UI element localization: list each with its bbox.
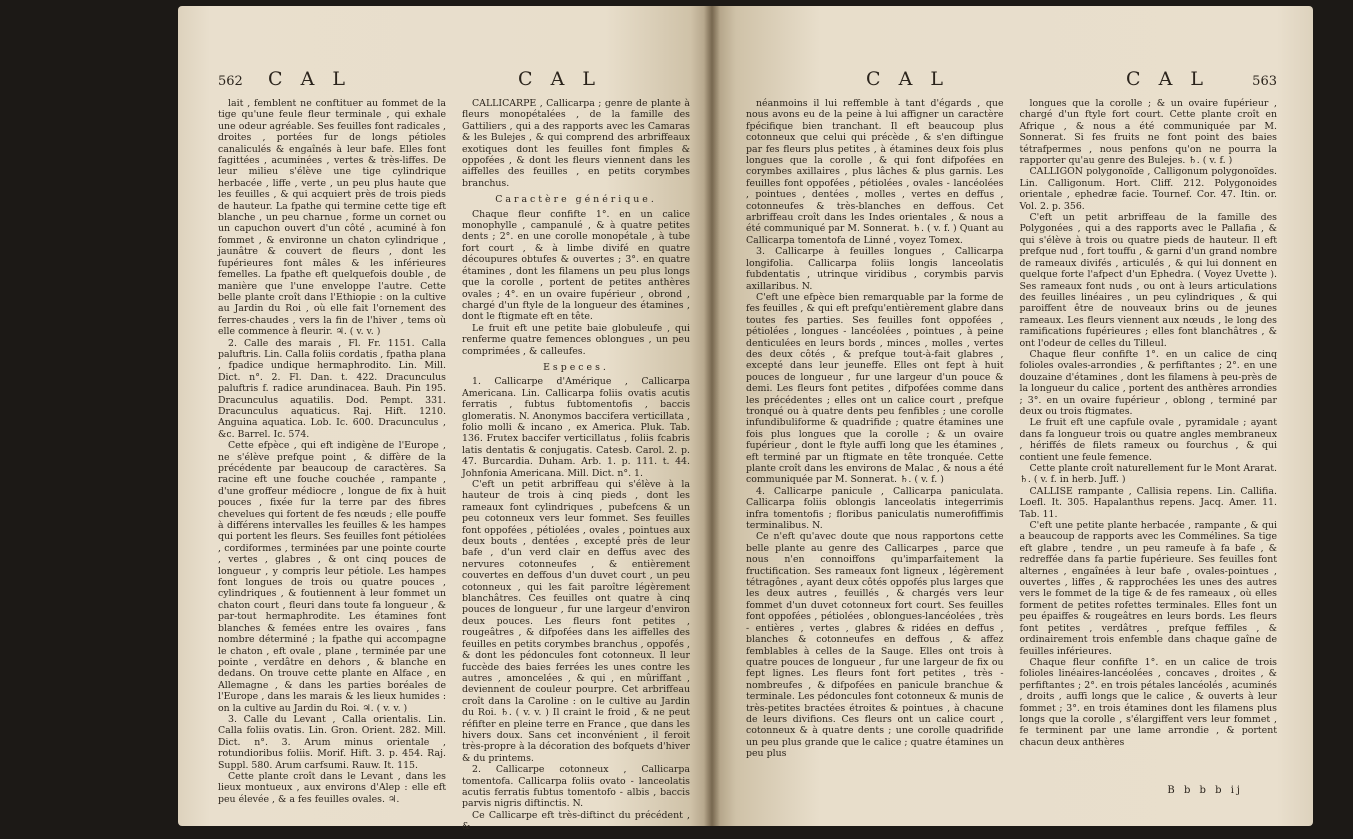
paragraph: CALLISE rampante , Callisia repens. Lin. Callifia. Loefl. It. 305. Hapalanthus repens. Jacq. Amer. 11. Tab. 11. [1019, 485, 1277, 520]
paragraph: 1. Callicarpe d'Amérique , Callicarpa Americana. Lin. Callicarpa foliis ovatis acutis ferratis , fubtus fubtomentofis , baccis glomeratis. N. Anonymos baccifera verticillata , folio molli & incano , ex America. Pluk. Tab. 136. Frutex baccifer verticillatus , foliis fcabris latis dentatis & conjugatis. Catesb. Carol. 2. p. 47. Burcardia. Duham. Arb. 1. p. 111. t. 44. Johnfonia Americana. Mill. Dict. n°. 1. [462, 376, 690, 479]
paragraph: lait , femblent ne conftituer au fommet de la tige qu'une feule fleur terminale , qui exhale une odeur agréable. Ses feuilles font radicales , droites , portées fur de longs pétioles canaliculés & engaînés à leur bafe. Elles font fagittées , acuminées , vertes & très-liffes. De leur milieu s'élève une tige cylindrique herbacée , liffe , verte , un peu plus haute que les feuilles , & qui acquiert près de trois pieds de hauteur. La fpathe qui termine cette tige eft blanche , un peu charnue , forme un cornet ou un capuchon ouvert d'un côté , acuminé à fon fommet , & environne un chaton cylindrique , jaunâtre & couvert de fleurs , dont les fupérieures font mâles & les inférieures femelles. La fpathe eft quelquefois double , de manière que l'une enveloppe l'autre. Cette belle plante croît dans l'Ethiopie : on la cultive au Jardin du Roi , où elle fait l'ornement des ferres-chaudes , vers la fin de l'hiver , tems où elle commence à fleurir. ♃. ( v. v. ) [218, 98, 446, 338]
paragraph: Chaque fleur confifte 1°. en un calice monophylle , campanulé , & à quatre petites dents ; 2°. en une corolle monopétale , à tube fort court , & à limbe divifé en quatre découpures obtufes & ouvertes ; 3°. en quatre étamines , dont les filamens un peu plus longs que la corolle , portent de petites anthères ovales ; 4°. en un ovaire fupérieur , obrond , chargé d'un ftyle de la longueur des étamines , dont le ftigmate eft en tête. [462, 208, 690, 323]
paragraph: Le fruit eft une petite baie globuleufe , qui renferme quatre femences oblongues , un peu comprimées , & calleufes. [462, 322, 690, 357]
left-page-number: 562 [218, 74, 243, 89]
paragraph: Cette plante croît naturellement fur le Mont Ararat. ♄. ( v. f. in herb. Juff. ) [1019, 463, 1277, 486]
left-column-1 [218, 98, 446, 833]
paragraph: CALLIGON polygonoïde , Calligonum polygonoïdes. Lin. Calligonum. Hort. Cliff. 212. Polygonoides orientale , ephedræ facie. Tournef. Cor. 47. Itin. or. Vol. 2. p. 356. [1019, 166, 1277, 212]
right-running-head [746, 68, 1277, 92]
left-head-word-2: C A L [518, 68, 601, 90]
paragraph: 3. Calle du Levant , Calla orientalis. Lin. Calla foliis ovatis. Lin. Gron. Orient. 282. Mill. Dict. n°. 3. Arum minus orientale , rotundioribus foliis. Morif. Hift. 3. p. 454. Raj. Suppl. 580. Arum carfsumi. Rauw. It. 115. [218, 713, 446, 771]
paragraph: Cette plante croît dans le Levant , dans les lieux montueux , aux environs d'Alep : elle eft peu élevée , & a fes feuilles ovales. ♃. [218, 770, 446, 805]
left-page [178, 6, 712, 833]
paragraph: néanmoins il lui reffemble à tant d'égards , que nous avons eu de la peine à lui affigner un caractère fpécifique bien tranchant. Il eft beaucoup plus cotonneux que celui qui précède , & s'en diftingue par fes fleurs plus petites , à étamines deux fois plus longues que la corolle , & qui font difpofées en corymbes axillaires , plus lâches & plus garnis. Les feuilles font oppofées , pétiolées , ovales - lancéolées , pointues , dentées , molles , vertes en deffus , cotonneufes & très-blanches en deffous. Cet arbriffeau croît dans les Indes orientales , & nous a été communiqué par M. Sonnerat. ♄. ( v. f. ) Quant au Callicarpa tomentofa de Linné , voyez Tomex. [746, 98, 1004, 246]
paragraph: Cette efpèce , qui eft indigène de l'Europe , ne s'élève prefque point , & diffère de la précédente par beaucoup de caractères. Sa racine eft une fouche couchée , rampante , d'une groffeur médiocre , longue de fix à huit pouces , fixée fur la terre par des fibres chevelues qui fortent de fes nœuds ; elle pouffe à différens intervalles les feuilles & les hampes qui portent les fleurs. Ses feuilles font pétiolées , cordiformes , terminées par une pointe courte , vertes , glabres , & ont cinq pouces de longueur , y compris leur pétiole. Les hampes font longues de trois ou quatre pouces , cylindriques , & foutiennent à leur fommet un chaton court , fleuri dans toute fa longueur , & par-tout hermaphrodite. Les étamines font blanches & femées entre les ovaires , fans nombre déterminé ; la fpathe qui accompagne le chaton , eft ovale , plane , terminée par une pointe , verdâtre en dehors , & blanche en dedans. On trouve cette plante en Alface , en Allemagne , & dans les parties boréales de l'Europe , dans les marais & les lieux humides : on la cultive au Jardin du Roi. ♃. ( v. v. ) [218, 440, 446, 714]
paragraph: CALLICARPE , Callicarpa ; genre de plante à fleurs monopétalées , de la famille des Gattiliers , qui a des rapports avec les Camaras & les Bulejes , & qui comprend des arbriffeaux exotiques dont les feuilles font fimples & oppofées , & dont les fleurs viennent dans les aiffelles des feuilles , en petits corymbes branchus. [462, 98, 690, 189]
paragraph: Chaque fleur confifte 1°. en un calice de trois folioles linéaires-lancéolées , concaves , droites , & perfiftantes ; 2°. en trois pétales lancéolés , acuminés , droits , auffi longs que le calice , & ouverts à leur fommet ; 3°. en trois étamines dont les filamens plus longs que la corolle , s'élargiffent vers leur fommet , fe terminent par une lame arrondie , & portent chacun deux anthères [1019, 656, 1277, 748]
paragraph: C'eft une petite plante herbacée , rampante , & qui a beaucoup de rapports avec les Commélines. Sa tige eft glabre , tendre , un peu rameufe à fa bafe , & redreffée dans fa partie fupérieure. Ses feuilles font alternes , engaînées à leur bafe , ovales-pointues , ouvertes , liffes , & rapprochées les unes des autres vers le fommet de la tige & de fes rameaux , où elles forment de petites rofettes terminales. Elles font un peu épaiffes & rougeâtres en leurs bords. Les fleurs font petites , verdâtres , prefque feffiles , & ordinairement trois enfemble dans chaque gaîne de feuilles inférieures. [1019, 520, 1277, 657]
right-page-number: 563 [1252, 74, 1277, 89]
open-book [178, 6, 1313, 833]
paragraph: Chaque fleur confifte 1°. en un calice de cinq folioles ovales-arrondies , & perfiftantes ; 2°. en une douzaine d'étamines , dont les filamens à peu-près de la longueur du calice , portent des anthères arrondies ; 3°. en un ovaire fupérieur , oblong , terminé par deux ou trois ftigmates. [1019, 348, 1277, 417]
left-column-2 [462, 98, 690, 833]
left-head-word: C A L [268, 68, 351, 90]
paragraph: C'eft un petit arbriffeau qui s'élève à la hauteur de trois à cinq pieds , dont les rameaux font cylindriques , pubefcens & un peu cotonneux vers leur fommet. Ses feuilles font oppofées , pétiolées , ovales , pointues aux deux bouts , dentées , excepté près de leur bafe , d'un verd clair en deffus avec des nervures cotonneufes , & entièrement couvertes en deffous d'un duvet court , un peu cotonneux , qui les fait paroître légèrement blanchâtres. Ces feuilles ont quatre à cinq pouces de longueur , fur une largeur d'environ deux pouces. Les fleurs font petites , rougeâtres , & difpofées dans les aiffelles des feuilles en petits corymbes branchus , oppofés , & dont les pédoncules font cotonneux. Il leur fuccède des baies ferrées les unes contre les autres , amoncelées , & qui , en mûriffant , deviennent de couleur pourpre. Cet arbriffeau croît dans la Caroline : on le cultive au Jardin du Roi. ♄. ( v. v. ) Il craint le froid , & ne peut réfifter en pleine terre en France , que dans les hivers doux. Sans cet inconvénient , il feroit très-propre à la décoration des bofquets d'hiver & du printems. [462, 479, 690, 764]
right-columns [746, 98, 1277, 760]
section-heading: Especes. [543, 361, 609, 373]
right-head-word-2: C A L [1126, 68, 1209, 90]
paragraph: C'eft une efpèce bien remarquable par la forme de fes feuilles , & qui eft prefqu'entièrement glabre dans toutes fes parties. Ses feuilles font oppofées , pétiolées , longues - lancéolées , pointues , à peine denticulées en leurs bords , minces , molles , vertes des deux côtés , & prefque tout-à-fait glabres , excepté dans leur jeuneffe. Elles ont fept à huit pouces de longueur , fur une largeur d'un pouce & demi. Les fleurs font petites , difpofées comme dans les précédentes ; elles ont un calice court , prefque tronqué ou à quatre dents peu fenfibles ; une corolle infundibuliforme & quadrifide ; quatre étamines une fois plus longues que la corolle ; & un ovaire fupérieur , dont le ftyle auffi long que les étamines , eft terminé par un ftigmate en tête tronquée. Cette plante croît dans les environs de Malac , & nous a été communiquée par M. Sonnerat. ♄. ( v. f. ) [746, 291, 1004, 486]
left-running-head [218, 68, 690, 92]
paragraph: longues que la corolle ; & un ovaire fupérieur , chargé d'un ftyle fort court. Cette plante croît en Afrique , & nous a été communiquée par M. Sonnerat. Si fes fruits ne font point des baies tétrafpermes , nous penfons qu'on ne pourra la rapporter qu'au genre des Bulejes. ♄. ( v. f. ) [1019, 98, 1277, 167]
right-column-1 [746, 98, 1004, 760]
paragraph: Le fruit eft une capfule ovale , pyramidale ; ayant dans fa longueur trois ou quatre angles membraneux , hériffés de filets rameux ou fourchus , & qui contient une feule femence. [1019, 417, 1277, 463]
section-heading: Caractère générique. [495, 194, 657, 206]
right-head-word: C A L [866, 68, 949, 90]
left-columns [218, 98, 690, 833]
paragraph: C'eft un petit arbriffeau de la famille des Polygonées , qui a des rapports avec le Pallafia , & qui s'élève à trois ou quatre pieds de hauteur. Il eft prefque nud , fort touffu , & garni d'un grand nombre de rameaux divifés , articulés , & qui lui donnent en quelque forte l'afpect d'un Ephedra. ( Voyez Uvette ). Ses rameaux font nuds , ou ont à leurs articulations des feuilles linéaires , un peu cylindriques , & qui paroiffent être de nouveaux brins ou de jeunes rameaux. Les fleurs viennent aux nœuds , le long des ramifications fupérieures ; elles font blanchâtres , & ont l'odeur de celles du Tilleul. [1019, 212, 1277, 349]
paragraph: Ce Callicarpe eft très-diftinct du précédent , & [462, 809, 690, 833]
paragraph: 2. Calle des marais , Fl. Fr. 1151. Calla paluftris. Lin. Calla foliis cordatis , fpatha plana , fpadice undique hermaphrodito. Lin. Mill. Dict. n°. 2. Fl. Dan. t. 422. Dracunculus paluftris f. radice arundinacea. Bauh. Pin 195. Dracunculus aquatilis. Dod. Pempt. 331. Dracunculus aquaticus. Raj. Hift. 1210. Anguina aquatica. Lob. Ic. 600. Dracunculus , &c. Barrel. Ic. 574. [218, 337, 446, 440]
paragraph: 2. Callicarpe cotonneux , Callicarpa tomentofa. Callicarpa foliis ovato - lanceolatis acutis ferratis fubtus tomentofo - albis , baccis parvis nigris diftinctis. N. [462, 764, 690, 810]
paragraph: 3. Callicarpe à feuilles longues , Callicarpa longifolia. Callicarpa foliis longis lanceolatis fubdentatis , utrinque viridibus , corymbis parvis axillaribus. N. [746, 246, 1004, 292]
paragraph: Ce n'eft qu'avec doute que nous rapportons cette belle plante au genre des Callicarpes , parce que nous n'en connoiffons qu'imparfaitement la fructification. Ses rameaux font ligneux , légèrement tétragônes , ayant deux côtés oppofés plus larges que les deux autres , feuillés , & chargés vers leur fommet d'un duvet cotonneux fort court. Ses feuilles font oppofées , pétiolées , oblongues-lancéolées , très - entières , vertes , glabres & ridées en deffus , blanches & cotonneufes en deffous , & affez femblables à celles de la Sauge. Elles ont trois à quatre pouces de longueur , fur une largeur de fix ou fept lignes. Les fleurs font fort petites , très - nombreufes , & difpofées en panicule branchue & terminale. Les pédoncules font cotonneux & munis de très-petites bractées étroites & pointues , à chacune de leurs divifions. Ces fleurs ont un calice court , cotonneux & à quatre dents ; une corolle quadrifide un peu plus grande que le calice ; quatre étamines un peu plus [746, 531, 1004, 760]
book-gutter [704, 6, 720, 826]
paragraph: 4. Callicarpe panicule , Callicarpa paniculata. Callicarpa foliis oblongis lanceolatis integerrimis infra tomentofis ; floribus paniculatis numerofiffimis terminalibus. N. [746, 485, 1004, 532]
right-column-2 [1020, 98, 1278, 760]
right-page [712, 6, 1313, 826]
signature-mark: B b b b ij [1167, 785, 1243, 796]
